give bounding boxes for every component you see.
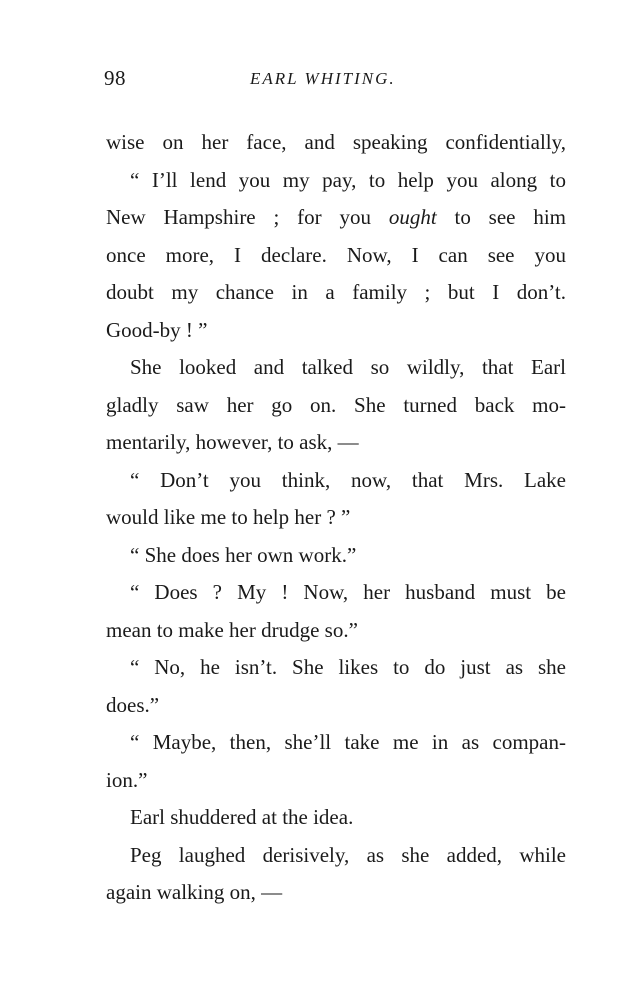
page-body [106,124,566,912]
text-line [106,199,566,237]
text-line: does.” [106,692,160,717]
text-line: Earl shuddered at the idea. [130,805,354,829]
text-line: “ I’ll lend you my pay, to help you along to [130,167,566,192]
text-line: She looked and talked so wildly, that Earl [130,355,566,379]
page-number: 98 [104,66,126,90]
text-line: gladly saw her go on. She turned back mo- [106,392,566,417]
text-line: mean to make her drudge so.” [106,617,358,642]
text-line: “ No, he isn’t. She likes to do just as she [130,655,566,679]
text-fragment: to see him [436,205,566,229]
page-header [104,66,566,98]
text-line: again walking on, — [106,880,283,904]
text-line: Good-by ! ” [106,317,208,342]
text-line: would like me to help her ? ” [106,505,351,529]
text-line: “ She does her own work.” [130,542,357,567]
text-line: mentarily, however, to ask, — [106,430,359,454]
text-line: ion.” [106,767,148,792]
text-line: wise on her face, and speaking confidentially, [106,130,566,154]
text-fragment: New Hampshire ; for you [106,205,389,229]
text-line: “ Does ? My ! Now, her husband must be [130,580,566,604]
emphasized-word: ought [388,205,437,229]
text-line: “ Don’t you think, now, that Mrs. Lake [130,467,566,492]
text-line: once more, I declare. Now, I can see you [106,242,566,267]
running-title: EARL WHITING. [250,69,396,88]
text-line: Peg laughed derisively, as she added, while [130,842,566,867]
text-line: “ Maybe, then, she’ll take me in as compan- [130,730,566,754]
text-line: doubt my chance in a family ; but I don’t. [106,280,566,304]
